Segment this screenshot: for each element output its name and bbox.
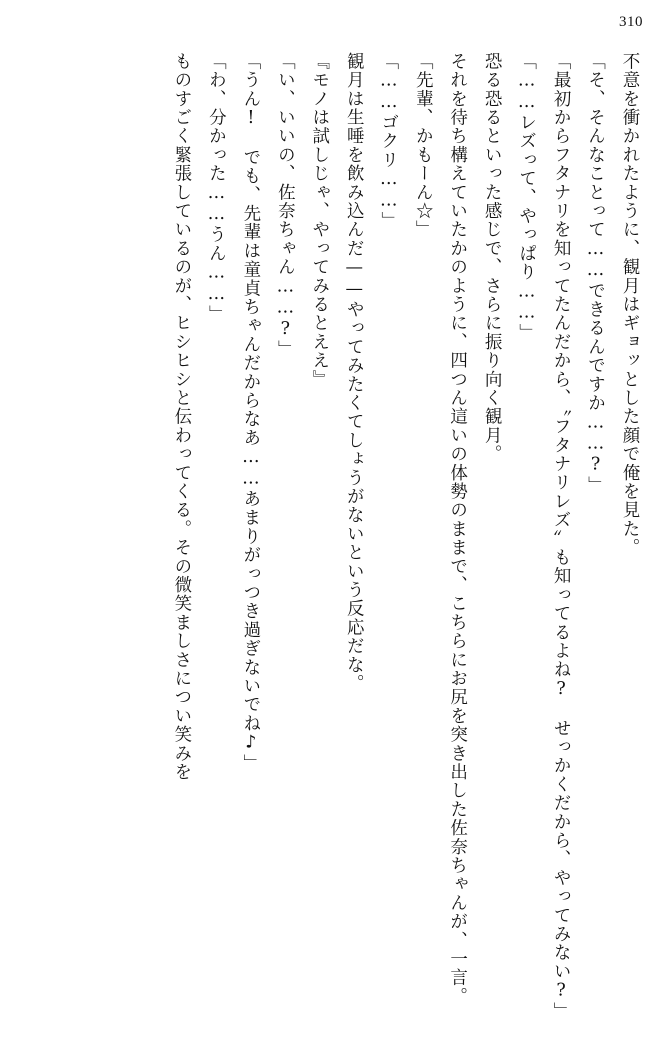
paragraph: 「先輩、かもーん☆」: [413, 52, 434, 239]
paragraph: 『モノは試しじゃ、やってみるとええ』: [309, 52, 330, 389]
paragraph: 「い、いいの、佐奈ちゃん……?」: [275, 52, 296, 359]
page-body-text: [22, 52, 647, 1022]
paragraph: 観月は生唾を飲み込んだ——やってみたくてしょうがないという反応だな。: [344, 52, 365, 693]
paragraph: それを待ち構えていたかのように、四つん這いの体勢のままで、こちらにお尻を突き出した佐奈ちゃんが、一言。: [447, 52, 468, 1006]
paragraph: ものすごく緊張しているのが、ヒシヒシと伝わってくる。その微笑ましさについ笑みを: [171, 52, 192, 782]
paragraph: 「わ、分かった……うん……」: [206, 52, 227, 324]
paragraph: 恐る恐るといった感じで、さらに振り向く観月。: [482, 52, 503, 464]
paragraph: 「……ゴクリ……」: [378, 52, 399, 231]
page-number: 310: [619, 14, 643, 30]
paragraph: 「うん! でも、先輩は童貞ちゃんだからなあ……あまりがっつき過ぎないでね♪」: [240, 52, 261, 773]
paragraph: 「そ、そんなことって……できるんですか……?」: [585, 52, 606, 495]
paragraph: 不意を衝かれたように、観月はギョッとした顔で俺を見た。: [620, 52, 640, 557]
paragraph: 「……レズって、やっぱり……」: [516, 52, 537, 343]
paragraph: 「最初からフタナリを知ってたんだから、〝フタナリレズ〟も知ってるよね? せっかくだから、やってみない?」: [551, 52, 572, 1021]
